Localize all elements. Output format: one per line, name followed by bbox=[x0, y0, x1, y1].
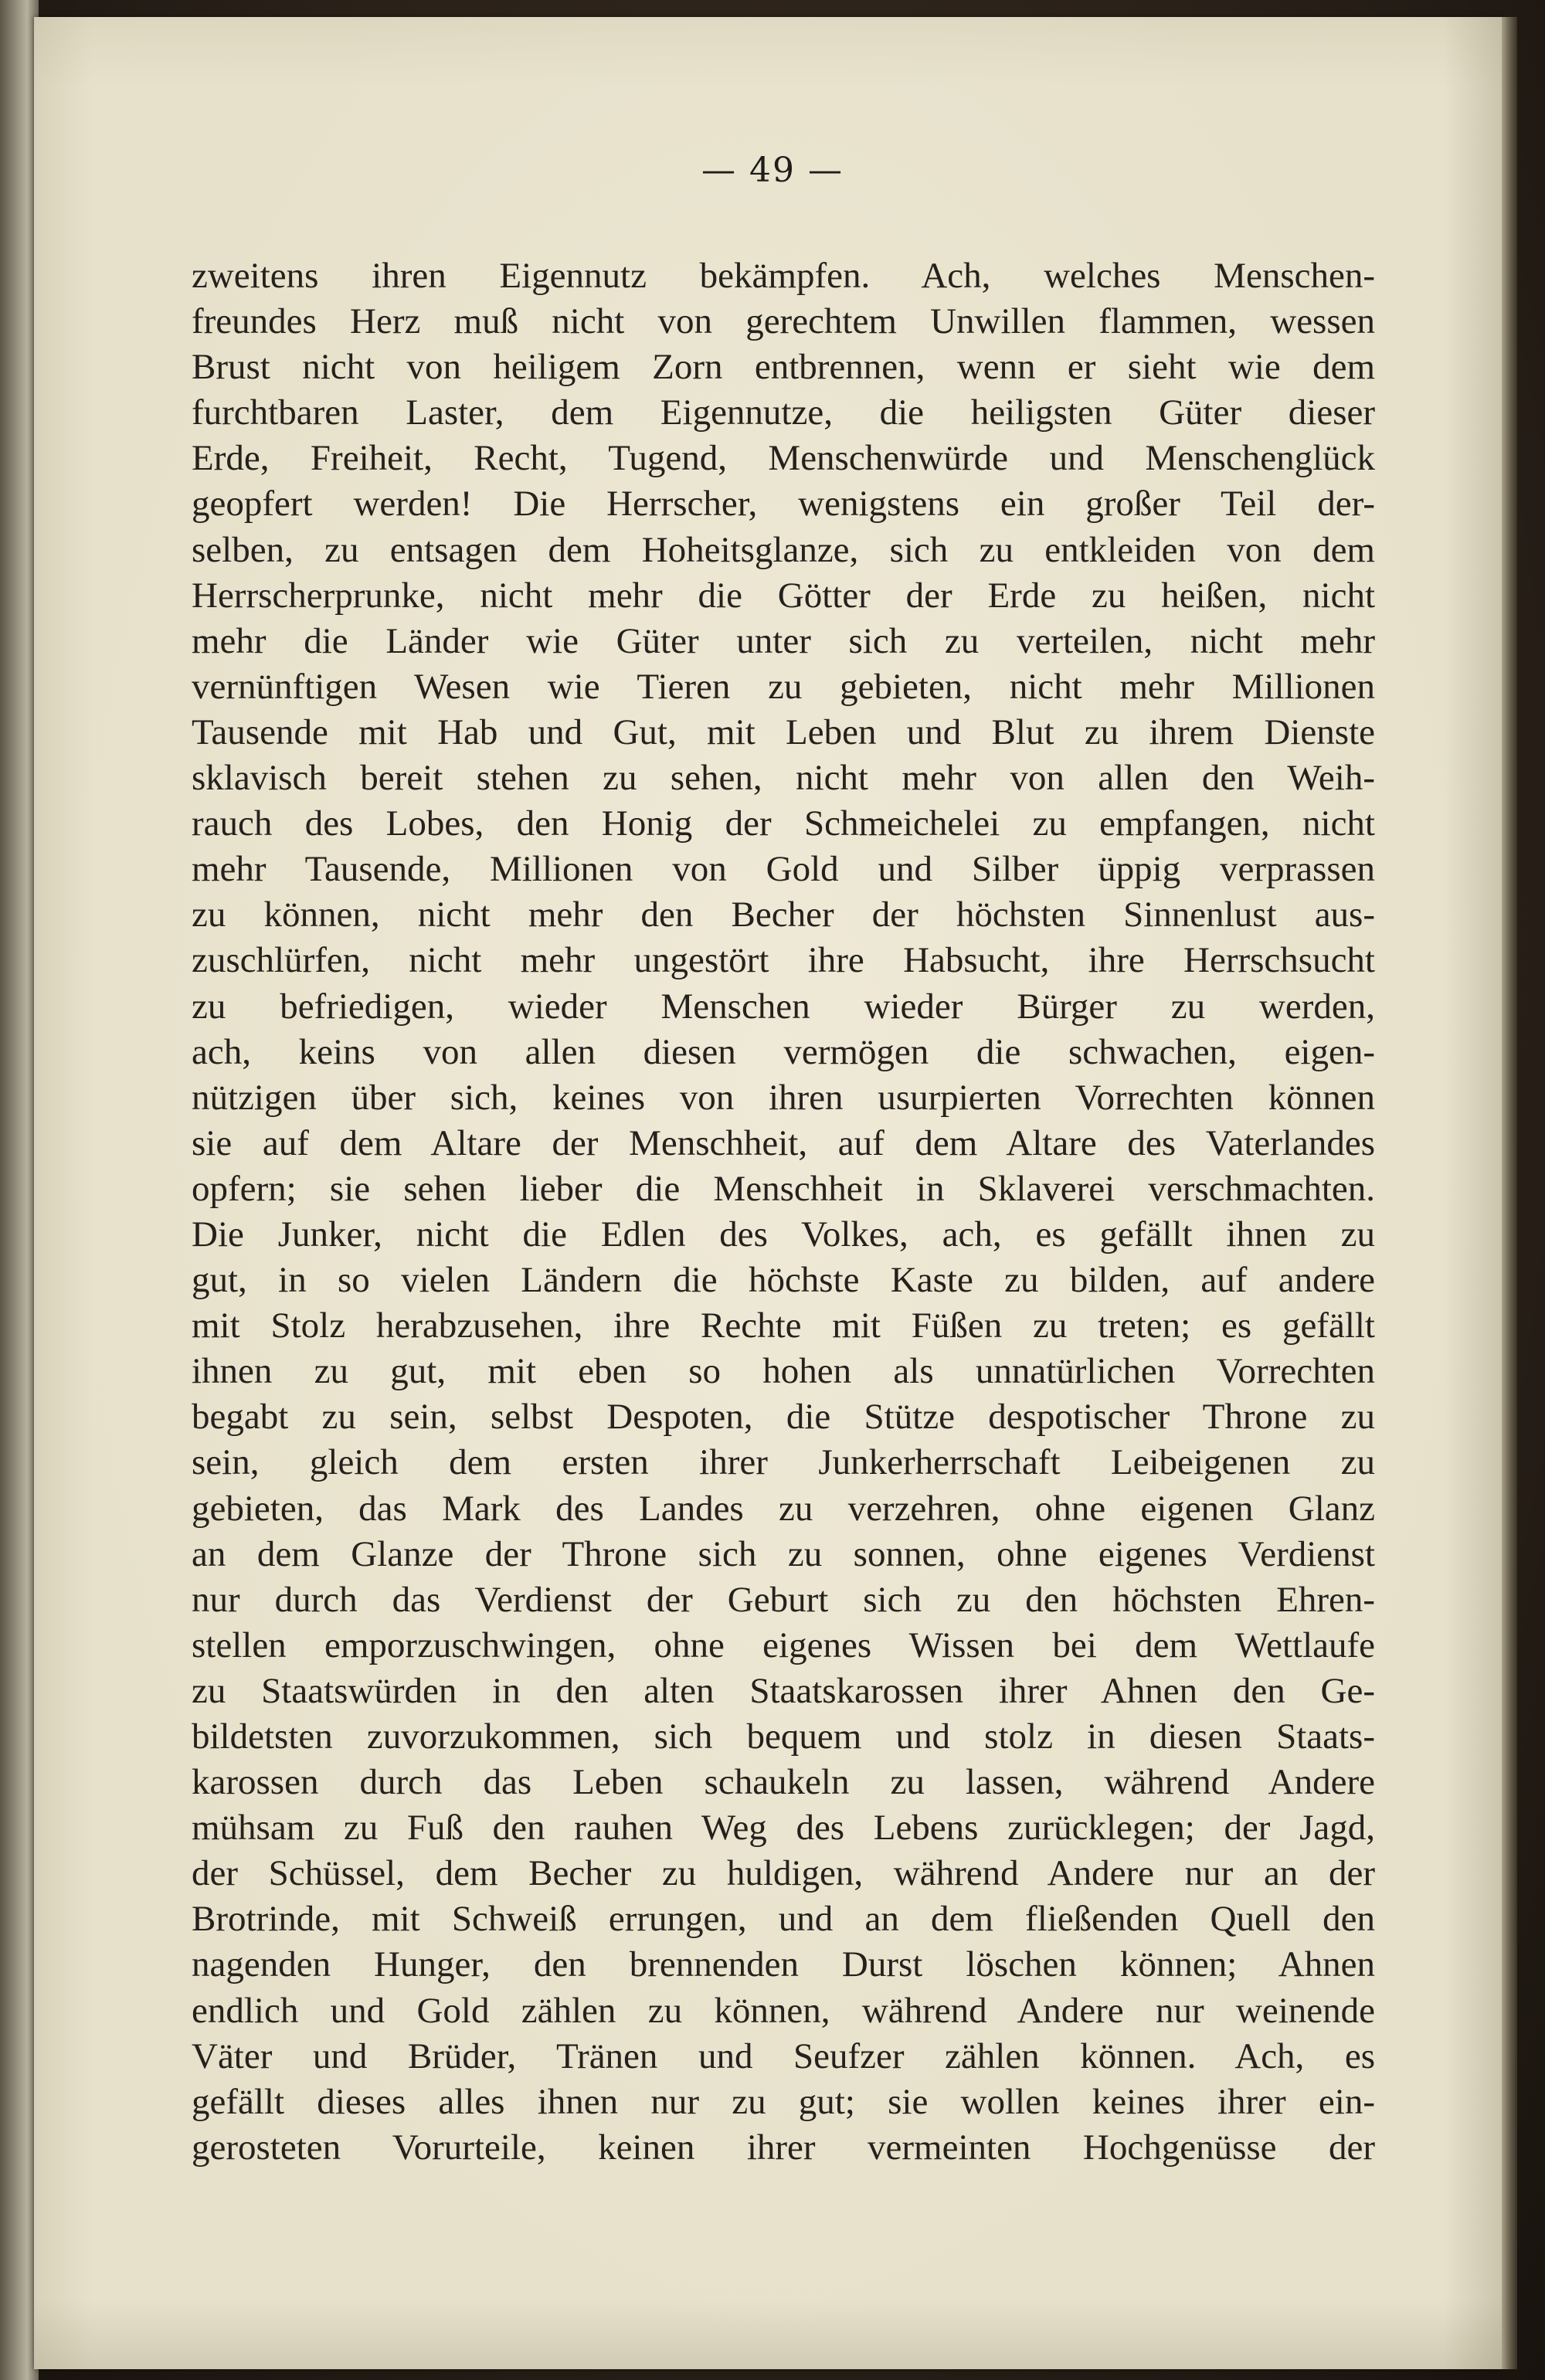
text-line: an dem Glanze der Throne sich zu sonnen, ohne eigenes Verdienst bbox=[192, 1533, 1375, 1574]
page-number: — 49 — bbox=[701, 151, 844, 190]
text-line: Herrscherprunke, nicht mehr die Götter der Erde zu heißen, nicht bbox=[192, 575, 1375, 616]
text-line: stellen emporzuschwingen, ohne eigenes Wissen bei dem Wettlaufe bbox=[192, 1625, 1375, 1665]
text-line: nagenden Hunger, den brennenden Durst löschen können; Ahnen bbox=[192, 1944, 1375, 1985]
text-line: Die Junker, nicht die Edlen des Volkes, ach, es gefällt ihnen zu bbox=[192, 1214, 1375, 1255]
text-line: gerosteten Vorurteile, keinen ihrer vermeinten Hochgenüsse der bbox=[192, 2127, 1375, 2168]
text-line: sein, gleich dem ersten ihrer Junkerherrschaft Leibeigenen zu bbox=[192, 1442, 1375, 1483]
text-line: nützigen über sich, keines von ihren usurpierten Vorrechten können bbox=[192, 1077, 1375, 1118]
text-line: freundes Herz muß nicht von gerechtem Unwillen flammen, wessen bbox=[192, 301, 1375, 342]
text-line: mühsam zu Fuß den rauhen Weg des Lebens zurücklegen; der Jagd, bbox=[192, 1808, 1375, 1849]
text-line: zu Staatswürden in den alten Staatskarossen ihrer Ahnen den Ge- bbox=[192, 1670, 1375, 1711]
text-line: zuschlürfen, nicht mehr ungestört ihre Habsucht, ihre Herrschsucht bbox=[192, 940, 1375, 981]
text-line: endlich und Gold zählen zu können, während Andere nur weinende bbox=[192, 1990, 1375, 2031]
text-line: begabt zu sein, selbst Despoten, die Stütze despotischer Throne zu bbox=[192, 1397, 1375, 1438]
text-line: ach, keins von allen diesen vermögen die schwachen, eigen- bbox=[192, 1031, 1375, 1072]
text-line: karossen durch das Leben schaukeln zu lassen, während Andere bbox=[192, 1762, 1375, 1803]
text-line: opfern; sie sehen lieber die Menschheit in Sklaverei verschmachten. bbox=[192, 1168, 1375, 1209]
text-line: mehr die Länder wie Güter unter sich zu verteilen, nicht mehr bbox=[192, 620, 1375, 661]
text-line: mehr Tausende, Millionen von Gold und Silber üppig verprassen bbox=[192, 849, 1375, 890]
text-line: rauch des Lobes, den Honig der Schmeichelei zu empfangen, nicht bbox=[192, 803, 1375, 844]
text-line: der Schüssel, dem Becher zu huldigen, während Andere nur an der bbox=[192, 1853, 1375, 1894]
text-line: Brotrinde, mit Schweiß errungen, und an dem fließenden Quell den bbox=[192, 1899, 1375, 1940]
text-line: geopfert werden! Die Herrscher, wenigstens ein großer Teil der- bbox=[192, 484, 1375, 525]
text-line: ihnen zu gut, mit eben so hohen als unnatürlichen Vorrechten bbox=[192, 1351, 1375, 1392]
text-line: sklavisch bereit stehen zu sehen, nicht mehr von allen den Weih- bbox=[192, 758, 1375, 799]
binding-edge bbox=[0, 0, 39, 2380]
text-line: Tausende mit Hab und Gut, mit Leben und Blut zu ihrem Dienste bbox=[192, 711, 1375, 752]
body-text bbox=[192, 253, 1375, 2171]
text-line: zu können, nicht mehr den Becher der höchsten Sinnenlust aus- bbox=[192, 895, 1375, 935]
text-line: selben, zu entsagen dem Hoheitsglanze, sich zu entkleiden von dem bbox=[192, 529, 1375, 570]
text-line: Brust nicht von heiligem Zorn entbrennen, wenn er sieht wie dem bbox=[192, 347, 1375, 388]
text-line: zweitens ihren Eigennutz bekämpfen. Ach, welches Menschen- bbox=[192, 256, 1375, 296]
page-edge bbox=[1502, 17, 1517, 2369]
text-line: gefällt dieses alles ihnen nur zu gut; sie wollen keines ihrer ein- bbox=[192, 2081, 1375, 2122]
text-line: bildetsten zuvorzukommen, sich bequem und stolz in diesen Staats- bbox=[192, 1716, 1375, 1757]
text-line: furchtbaren Laster, dem Eigennutze, die heiligsten Güter dieser bbox=[192, 392, 1375, 433]
text-line: nur durch das Verdienst der Geburt sich zu den höchsten Ehren- bbox=[192, 1579, 1375, 1620]
text-line: sie auf dem Altare der Menschheit, auf dem Altare des Vaterlandes bbox=[192, 1122, 1375, 1163]
text-line: gebieten, das Mark des Landes zu verzehren, ohne eigenen Glanz bbox=[192, 1488, 1375, 1529]
text-line: Väter und Brüder, Tränen und Seufzer zählen können. Ach, es bbox=[192, 2035, 1375, 2076]
text-line: vernünftigen Wesen wie Tieren zu gebieten, nicht mehr Millionen bbox=[192, 666, 1375, 707]
text-line: Erde, Freiheit, Recht, Tugend, Menschenwürde und Menschenglück bbox=[192, 438, 1375, 479]
text-line: zu befriedigen, wieder Menschen wieder Bürger zu werden, bbox=[192, 986, 1375, 1027]
text-line: mit Stolz herabzusehen, ihre Rechte mit Füßen zu treten; es gefällt bbox=[192, 1305, 1375, 1346]
text-line: gut, in so vielen Ländern die höchste Kaste zu bilden, auf andere bbox=[192, 1260, 1375, 1301]
